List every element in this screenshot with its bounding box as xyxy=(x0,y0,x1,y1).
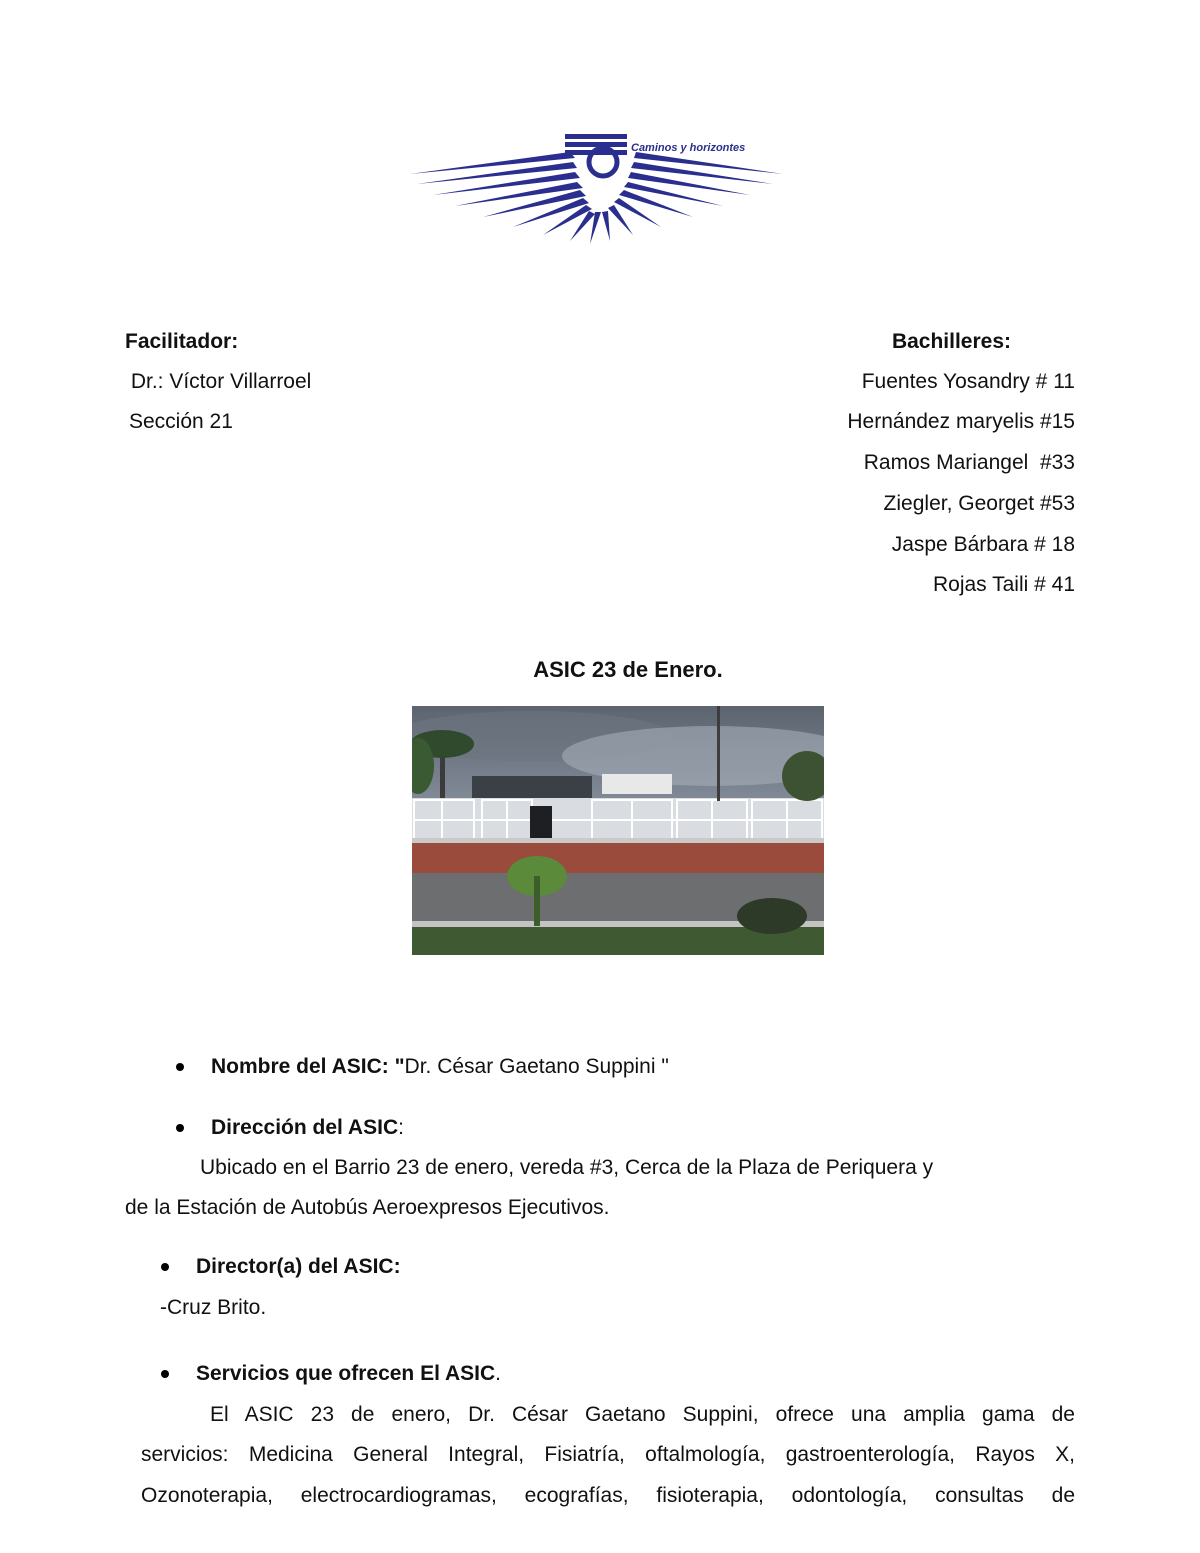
director-name: -Cruz Brito. xyxy=(160,1296,267,1319)
student-item: Hernández maryelis #15 xyxy=(847,410,1075,433)
asic-name-label: Nombre del ASIC: " xyxy=(211,1055,405,1078)
asic-name-item xyxy=(211,1055,669,1079)
bullet-icon xyxy=(176,1063,184,1071)
logo-text: Caminos y horizontes xyxy=(631,142,746,154)
student-item: Rojas Taili # 41 xyxy=(932,573,1075,596)
section-number: Sección 21 xyxy=(129,410,233,433)
services-item xyxy=(196,1362,501,1386)
building-photo xyxy=(412,706,824,955)
document-title: ASIC 23 de Enero. xyxy=(533,657,723,682)
services-line: El ASIC 23 de enero, Dr. César Gaetano Suppini, ofrece una amplia gama de xyxy=(210,1403,1075,1426)
services-label: Servicios que ofrecen El ASIC xyxy=(196,1362,496,1385)
address-line: Ubicado en el Barrio 23 de enero, vereda #3, Cerca de la Plaza de Periquera y xyxy=(200,1156,934,1179)
student-item: Jaspe Bárbara # 18 xyxy=(891,533,1075,556)
asic-name-value: Dr. César Gaetano Suppini " xyxy=(404,1055,669,1078)
bullet-icon xyxy=(161,1370,169,1378)
bullet-icon xyxy=(161,1263,169,1271)
address-item xyxy=(211,1116,404,1140)
director-label: Director(a) del ASIC: xyxy=(196,1255,401,1278)
services-label-period: . xyxy=(495,1362,502,1385)
address-label-colon: : xyxy=(398,1116,404,1139)
students-heading: Bachilleres: xyxy=(891,330,1011,353)
services-line: servicios: Medicina General Integral, Fisiatría, oftalmología, gastroenterología, Rayos X, xyxy=(141,1443,1075,1466)
services-line: Ozonoterapia, electrocardiogramas, ecografías, fisioterapia, odontología, consultas de xyxy=(141,1484,1075,1507)
student-item: Fuentes Yosandry # 11 xyxy=(861,370,1075,393)
facilitator-name: Dr.: Víctor Villarroel xyxy=(125,370,312,393)
student-item: Ramos Mariangel #33 xyxy=(863,451,1075,474)
facilitator-heading: Facilitador: xyxy=(125,330,239,353)
address-label: Dirección del ASIC xyxy=(211,1116,399,1139)
institution-logo xyxy=(405,128,790,248)
address-line: de la Estación de Autobús Aeroexpresos Ejecutivos. xyxy=(125,1196,610,1219)
bullet-icon xyxy=(176,1124,184,1132)
student-item: Ziegler, Georget #53 xyxy=(883,492,1075,515)
